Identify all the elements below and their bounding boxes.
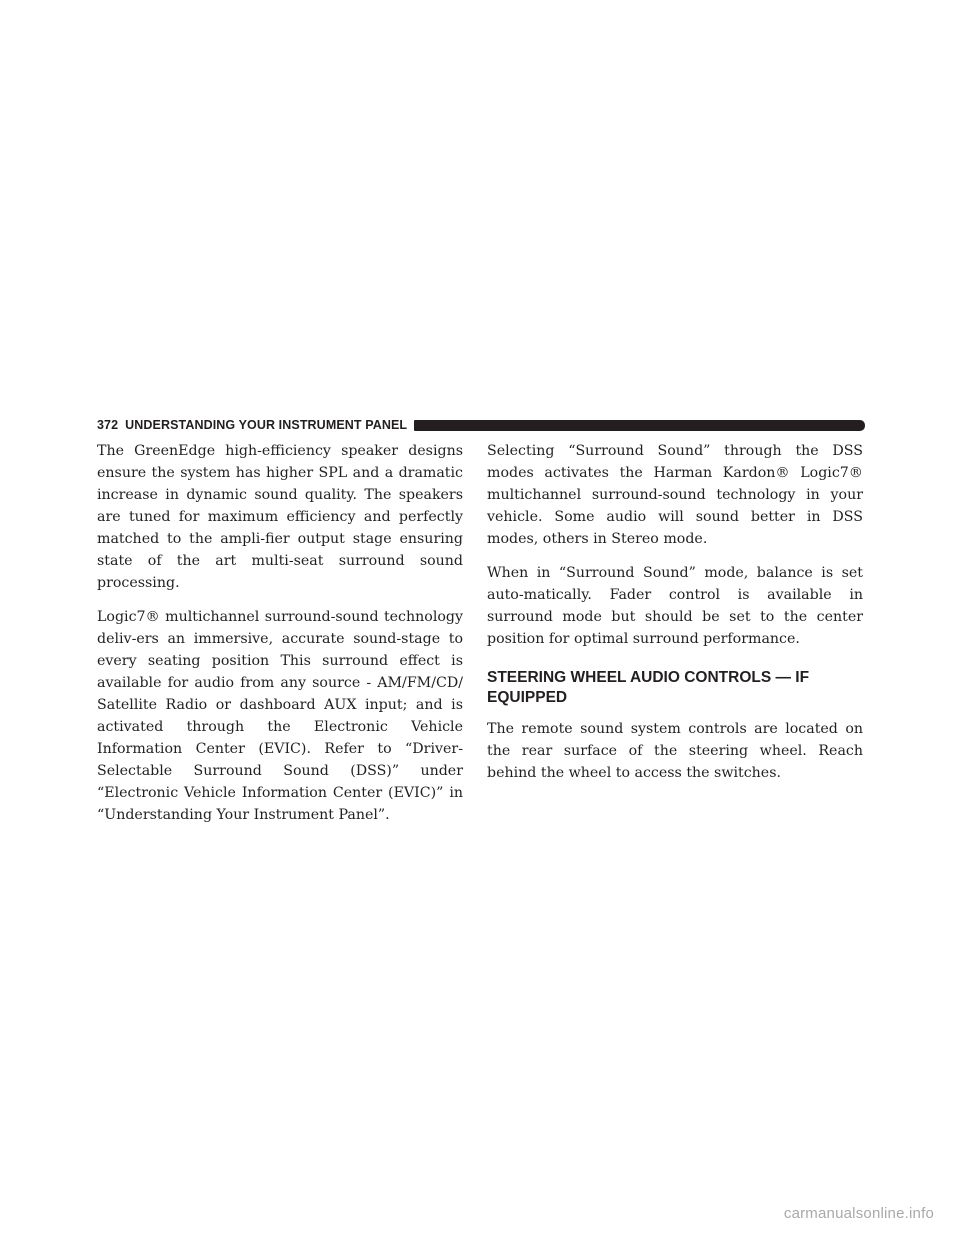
header-rule [414, 420, 865, 431]
paragraph-logic7: Logic7® multichannel surround-sound technology deliv-ers an immersive, accurate sound-stage to every seating position This surround effect is available for audio from any source - AM/FM/CD/ Satellite Radio or dashboard AUX input; and is activated through the Electronic Vehicle Information Center (EVIC). Refer to “Driver-Selectable Surround Sound (DSS)” under “Electronic Vehicle Information Center (EVIC)” in “Understanding Your Instrument Panel”. [97, 609, 463, 823]
paragraph-surround-balance: When in “Surround Sound” mode, balance is set auto-matically. Fader control is available in surround mode but should be set to the center position for optimal surround performance. [487, 565, 863, 647]
watermark: carmanualsonline.info [783, 1205, 934, 1222]
header-title: UNDERSTANDING YOUR INSTRUMENT PANEL [125, 418, 408, 432]
paragraph-greenedge: The GreenEdge high-efficiency speaker designs ensure the system has higher SPL and a dramatic increase in dynamic sound quality. The speakers are tuned for maximum efficiency and perfectly matched to the ampli-fier output stage ensuring state of the art multi-seat surround sound processing. [97, 443, 463, 591]
page-number: 372 [97, 418, 119, 432]
paragraph-surround-selecting: Selecting “Surround Sound” through the DSS modes activates the Harman Kardon® Logic7® multichannel surround-sound technology in your vehicle. Some audio will sound better in DSS modes, others in Stereo mode. [487, 443, 863, 547]
left-column [97, 440, 463, 838]
right-column [487, 440, 863, 796]
section-heading-steering-wheel: STEERING WHEEL AUDIO CONTROLS — IF EQUIPPED [487, 669, 810, 706]
paragraph-remote-controls: The remote sound system controls are located on the rear surface of the steering wheel. Reach behind the wheel to access the switches. [487, 721, 863, 781]
page-header [97, 417, 865, 433]
